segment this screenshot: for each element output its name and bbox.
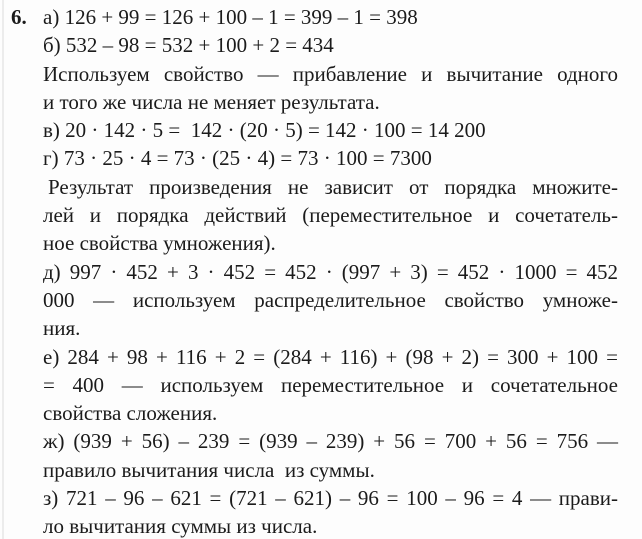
solution-line-v: в) 20 · 142 · 5 = 142 · (20 · 5) = 142 · 100 = 14 200 (43, 118, 486, 143)
solution-line-zh-2: правило вычитания числа из суммы. (43, 457, 375, 482)
solution-line-note-ab-2: и того же числа не меняет результата. (43, 89, 380, 114)
solution-line-d-2: 000 — используем распределительное свойство умноже- (43, 287, 618, 312)
solution-line-zh-1: ж) (939 + 56) – 239 = (939 – 239) + 56 = 700 + 56 = 756 — (43, 429, 618, 454)
solution-line-note-ab-1: Используем свойство — прибавление и вычитание одного (43, 61, 618, 86)
solution-line-z-2: ло вычитания суммы из числа. (43, 514, 318, 539)
scan-edge-artifact (2, 0, 4, 539)
solution-line-z-1: з) 721 – 96 – 621 = (721 – 621) – 96 = 100 – 96 = 4 — прави- (43, 486, 618, 511)
solution-line-e-3: свойства сложения. (43, 401, 218, 426)
solution-line-e-1: е) 284 + 98 + 116 + 2 = (284 + 116) + (98 + 2) = 300 + 100 = (43, 344, 618, 369)
solution-line-d-3: ния. (43, 316, 81, 341)
solution-line-note-vg-3: ное свойства умножения). (43, 231, 276, 256)
solution-line-e-2: = 400 — используем переместительное и сочетательное (43, 372, 618, 397)
solution-line-b: б) 532 – 98 = 532 + 100 + 2 = 434 (43, 33, 334, 58)
solution-text (43, 3, 618, 539)
solution-line-g: г) 73 · 25 · 4 = 73 · (25 · 4) = 73 · 100 = 7300 (43, 146, 432, 171)
solution-line-d-1: д) 997 · 452 + 3 · 452 = 452 · (997 + 3) = 452 · 1000 = 452 (43, 259, 618, 284)
solution-line-a: а) 126 + 99 = 126 + 100 – 1 = 399 – 1 = 398 (43, 5, 418, 29)
solution-line-note-vg-1: Результат произведения не зависит от порядка множите- (48, 174, 618, 199)
solution-line-note-vg-2: лей и порядка действий (переместительное и сочетатель- (43, 203, 618, 228)
problem-number: 6. (11, 5, 27, 29)
